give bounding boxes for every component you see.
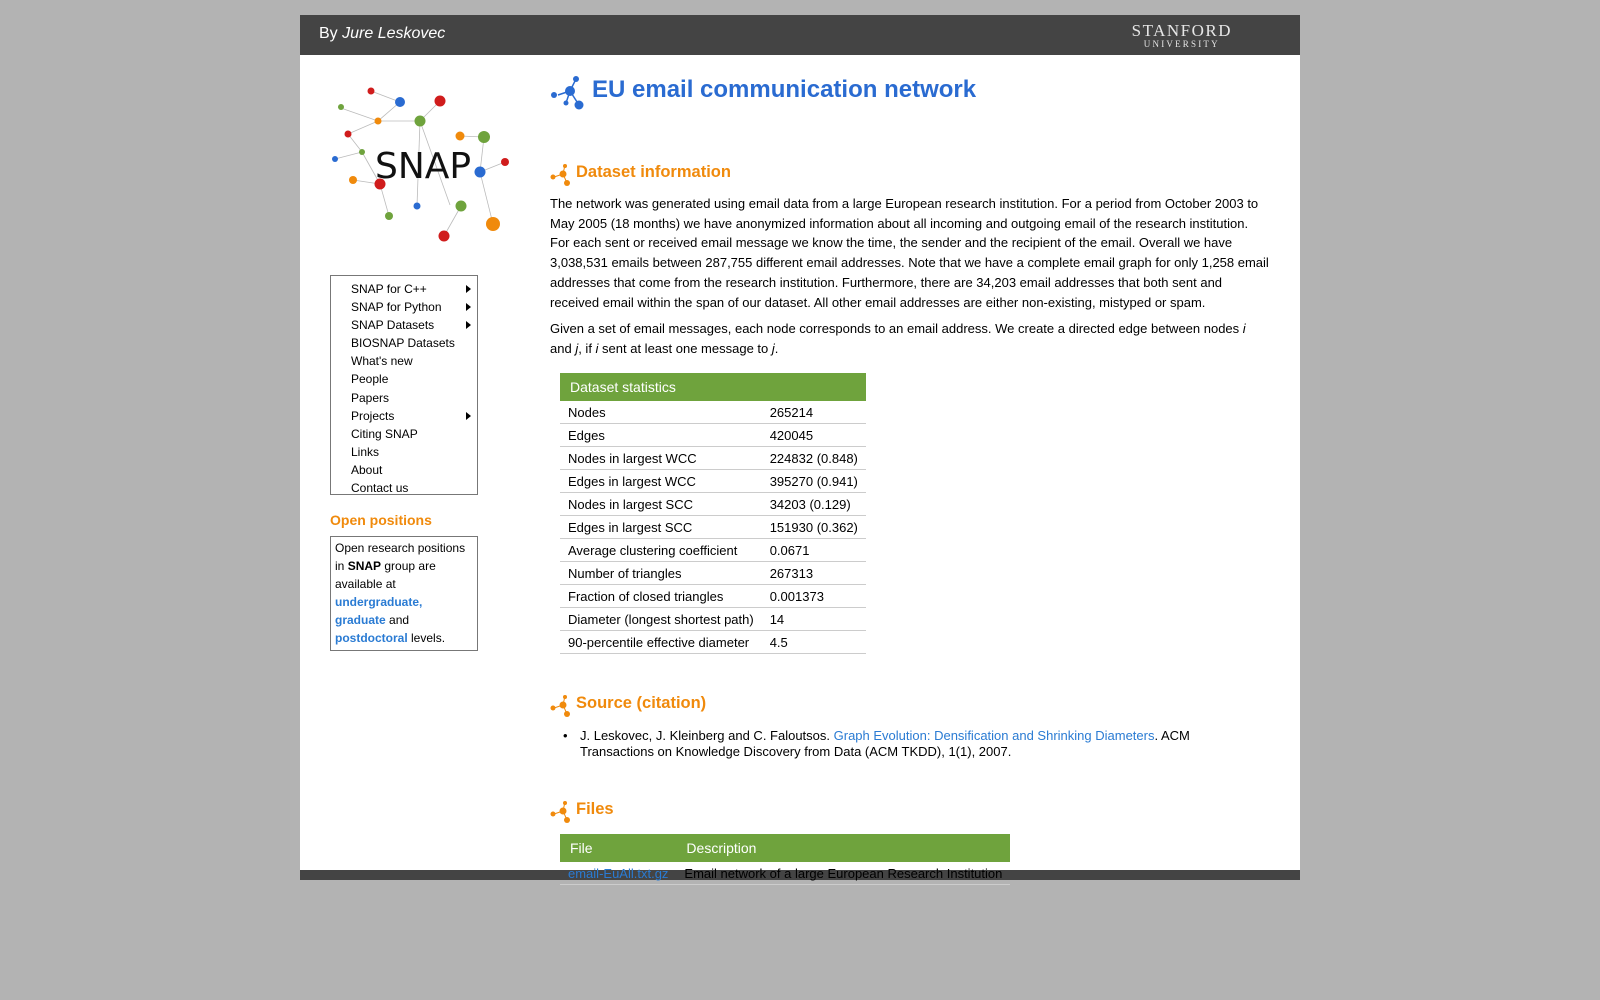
stat-value: 267313 <box>762 562 866 585</box>
dataset-description: The network was generated using email data from a large European research institution. For a period from October 2003 to May 2005 (18 months) we have anonymized information about all incoming and outgoing email of the research institution. For each sent or received email message we know the time, the sender and the recipient of the email. Overall we have 3,038,531 emails between 287,755 different email addresses. Note that we have a complete email graph for only 1,258 email addresses that come from the research institution. Furthermore, there are 34,203 email addresses that both sent and received email within the span of our dataset. All other email addresses are either non-existing, mistyped or spam. <box>550 196 1269 310</box>
stat-value: 395270 (0.941) <box>762 470 866 493</box>
network-title-icon <box>550 73 586 113</box>
menu-item-label: People <box>351 372 389 387</box>
menu-item-label: SNAP Datasets <box>351 318 435 333</box>
menu-item-papers[interactable] <box>331 389 477 407</box>
author-name: Jure Leskovec <box>342 25 446 42</box>
stat-value: 224832 (0.848) <box>762 447 866 470</box>
menu-item-label: Citing SNAP <box>351 426 418 441</box>
menu-item-snap-datasets[interactable] <box>331 316 477 334</box>
stat-label: 90-percentile effective diameter <box>560 631 762 654</box>
table-row <box>560 608 866 631</box>
menu-item-label: About <box>351 462 383 477</box>
text-span: and <box>550 340 576 356</box>
file-cell <box>560 862 676 885</box>
stat-value: 151930 (0.362) <box>762 516 866 539</box>
node-j: j <box>575 340 579 356</box>
dataset-edge-definition <box>550 319 1270 358</box>
stat-value: 4.5 <box>762 631 866 654</box>
byline-prefix: By <box>319 25 338 42</box>
stats-table-header: Dataset statistics <box>560 373 866 401</box>
stat-label: Nodes in largest SCC <box>560 493 762 516</box>
open-positions-text-mid: group are available at <box>335 559 436 591</box>
menu-item-snap-for-python[interactable] <box>331 298 477 316</box>
open-positions-box <box>330 536 478 651</box>
menu-item-label: BIOSNAP Datasets <box>351 336 455 351</box>
table-row <box>560 516 866 539</box>
snap-group-name: SNAP <box>347 559 382 573</box>
graduate-link[interactable]: graduate <box>335 613 386 627</box>
menu-item-label: Papers <box>351 390 390 405</box>
menu-item-links[interactable] <box>331 443 477 461</box>
postdoctoral-link[interactable]: postdoctoral <box>335 631 408 645</box>
stat-label: Diameter (longest shortest path) <box>560 608 762 631</box>
undergraduate-link[interactable]: undergraduate, <box>335 595 423 609</box>
snap-logo-text: SNAP <box>375 146 472 187</box>
citation-authors: J. Leskovec, J. Kleinberg and C. Faloutsos. <box>580 728 831 743</box>
menu-item-people[interactable] <box>331 370 477 388</box>
node-j: j <box>771 340 775 356</box>
content <box>300 55 1300 881</box>
page-container <box>300 15 1300 880</box>
stat-label: Number of triangles <box>560 562 762 585</box>
stat-value: 14 <box>762 608 866 631</box>
table-row <box>560 539 866 562</box>
table-row <box>560 401 866 424</box>
section-source-citation <box>550 694 707 718</box>
open-positions-text: Open research positions in <box>335 541 466 573</box>
header-bar <box>300 15 1300 55</box>
stat-value: 0.001373 <box>762 585 866 608</box>
menu-item-label: Projects <box>351 408 395 423</box>
menu-item-label: Links <box>351 444 380 459</box>
levels-text: levels. <box>411 631 446 645</box>
dataset-statistics-table <box>560 373 866 654</box>
section-bullet-icon <box>550 163 572 187</box>
menu-item-citing-snap[interactable] <box>331 425 477 443</box>
stat-label: Edges in largest SCC <box>560 516 762 539</box>
stat-label: Edges in largest WCC <box>560 470 762 493</box>
files-col-description: Description <box>676 834 1010 862</box>
node-i: i <box>1242 321 1246 336</box>
stat-label: Fraction of closed triangles <box>560 585 762 608</box>
snap-logo[interactable] <box>330 70 515 245</box>
page-title: EU email communication network <box>592 76 977 103</box>
file-download-link[interactable]: email-EuAll.txt.gz <box>568 865 669 881</box>
and-text: and <box>389 613 410 627</box>
list-bullet: • <box>563 728 568 743</box>
open-positions-title: Open positions <box>330 512 432 528</box>
section-dataset-information <box>550 163 731 187</box>
text-span: , if <box>578 340 596 356</box>
stanford-logo[interactable] <box>1132 22 1232 49</box>
stat-value: 420045 <box>762 424 866 447</box>
stanford-logo-bottom: UNIVERSITY <box>1143 39 1220 49</box>
submenu-arrow-icon <box>466 303 471 311</box>
table-row <box>560 585 866 608</box>
section-title-text: Files <box>576 800 614 818</box>
section-title-text: Source (citation) <box>576 694 707 712</box>
menu-item-label: SNAP for C++ <box>351 282 427 296</box>
menu-item-label: SNAP for Python <box>351 300 442 315</box>
navigation-menu <box>330 275 478 495</box>
stat-label: Edges <box>560 424 762 447</box>
stanford-logo-top: STANFORD <box>1131 21 1232 40</box>
stat-label: Average clustering coefficient <box>560 539 762 562</box>
text-span: Given a set of email messages, each node corresponds to an email address. We create a directed edge between nodes <box>550 321 1243 336</box>
table-row <box>560 631 866 654</box>
submenu-arrow-icon <box>466 321 471 329</box>
files-table <box>560 834 1010 885</box>
byline <box>319 25 445 43</box>
menu-item-contact-us[interactable] <box>331 479 477 497</box>
table-row <box>560 862 1010 885</box>
file-description: Email network of a large European Research Institution <box>676 862 1010 885</box>
stat-value: 34203 (0.129) <box>762 493 866 516</box>
submenu-arrow-icon <box>466 412 471 420</box>
stat-label: Nodes <box>560 401 762 424</box>
menu-item-what-s-new[interactable] <box>331 352 477 370</box>
section-bullet-icon <box>550 694 572 718</box>
text-span: sent at least one message to <box>598 340 772 356</box>
table-row <box>560 493 866 516</box>
table-row <box>560 562 866 585</box>
section-title-text: Dataset information <box>576 163 731 181</box>
menu-item-biosnap-datasets[interactable] <box>331 334 477 352</box>
files-col-file: File <box>560 834 676 862</box>
section-bullet-icon <box>550 800 572 824</box>
table-row <box>560 447 866 470</box>
stat-value: 0.0671 <box>762 539 866 562</box>
text-span: . <box>774 340 779 356</box>
citation-venue: . ACM Transactions on Knowledge Discovery from Data (ACM TKDD), 1(1), 2007. <box>580 728 1190 759</box>
node-i: i <box>595 340 599 356</box>
table-row <box>560 424 866 447</box>
menu-item-label: Contact us <box>351 481 409 496</box>
section-files <box>550 800 614 824</box>
menu-item-snap-for-c[interactable] <box>331 280 477 298</box>
menu-item-label: What's new <box>351 354 413 369</box>
table-row <box>560 470 866 493</box>
submenu-arrow-icon <box>466 285 471 293</box>
menu-item-projects[interactable] <box>331 407 477 425</box>
stat-value: 265214 <box>762 401 866 424</box>
citation-paper-link[interactable]: Graph Evolution: Densification and Shrinking Diameters <box>833 728 1155 743</box>
citation <box>563 728 1230 760</box>
page-title-row <box>550 73 977 113</box>
stat-label: Nodes in largest WCC <box>560 447 762 470</box>
menu-item-about[interactable] <box>331 461 477 479</box>
